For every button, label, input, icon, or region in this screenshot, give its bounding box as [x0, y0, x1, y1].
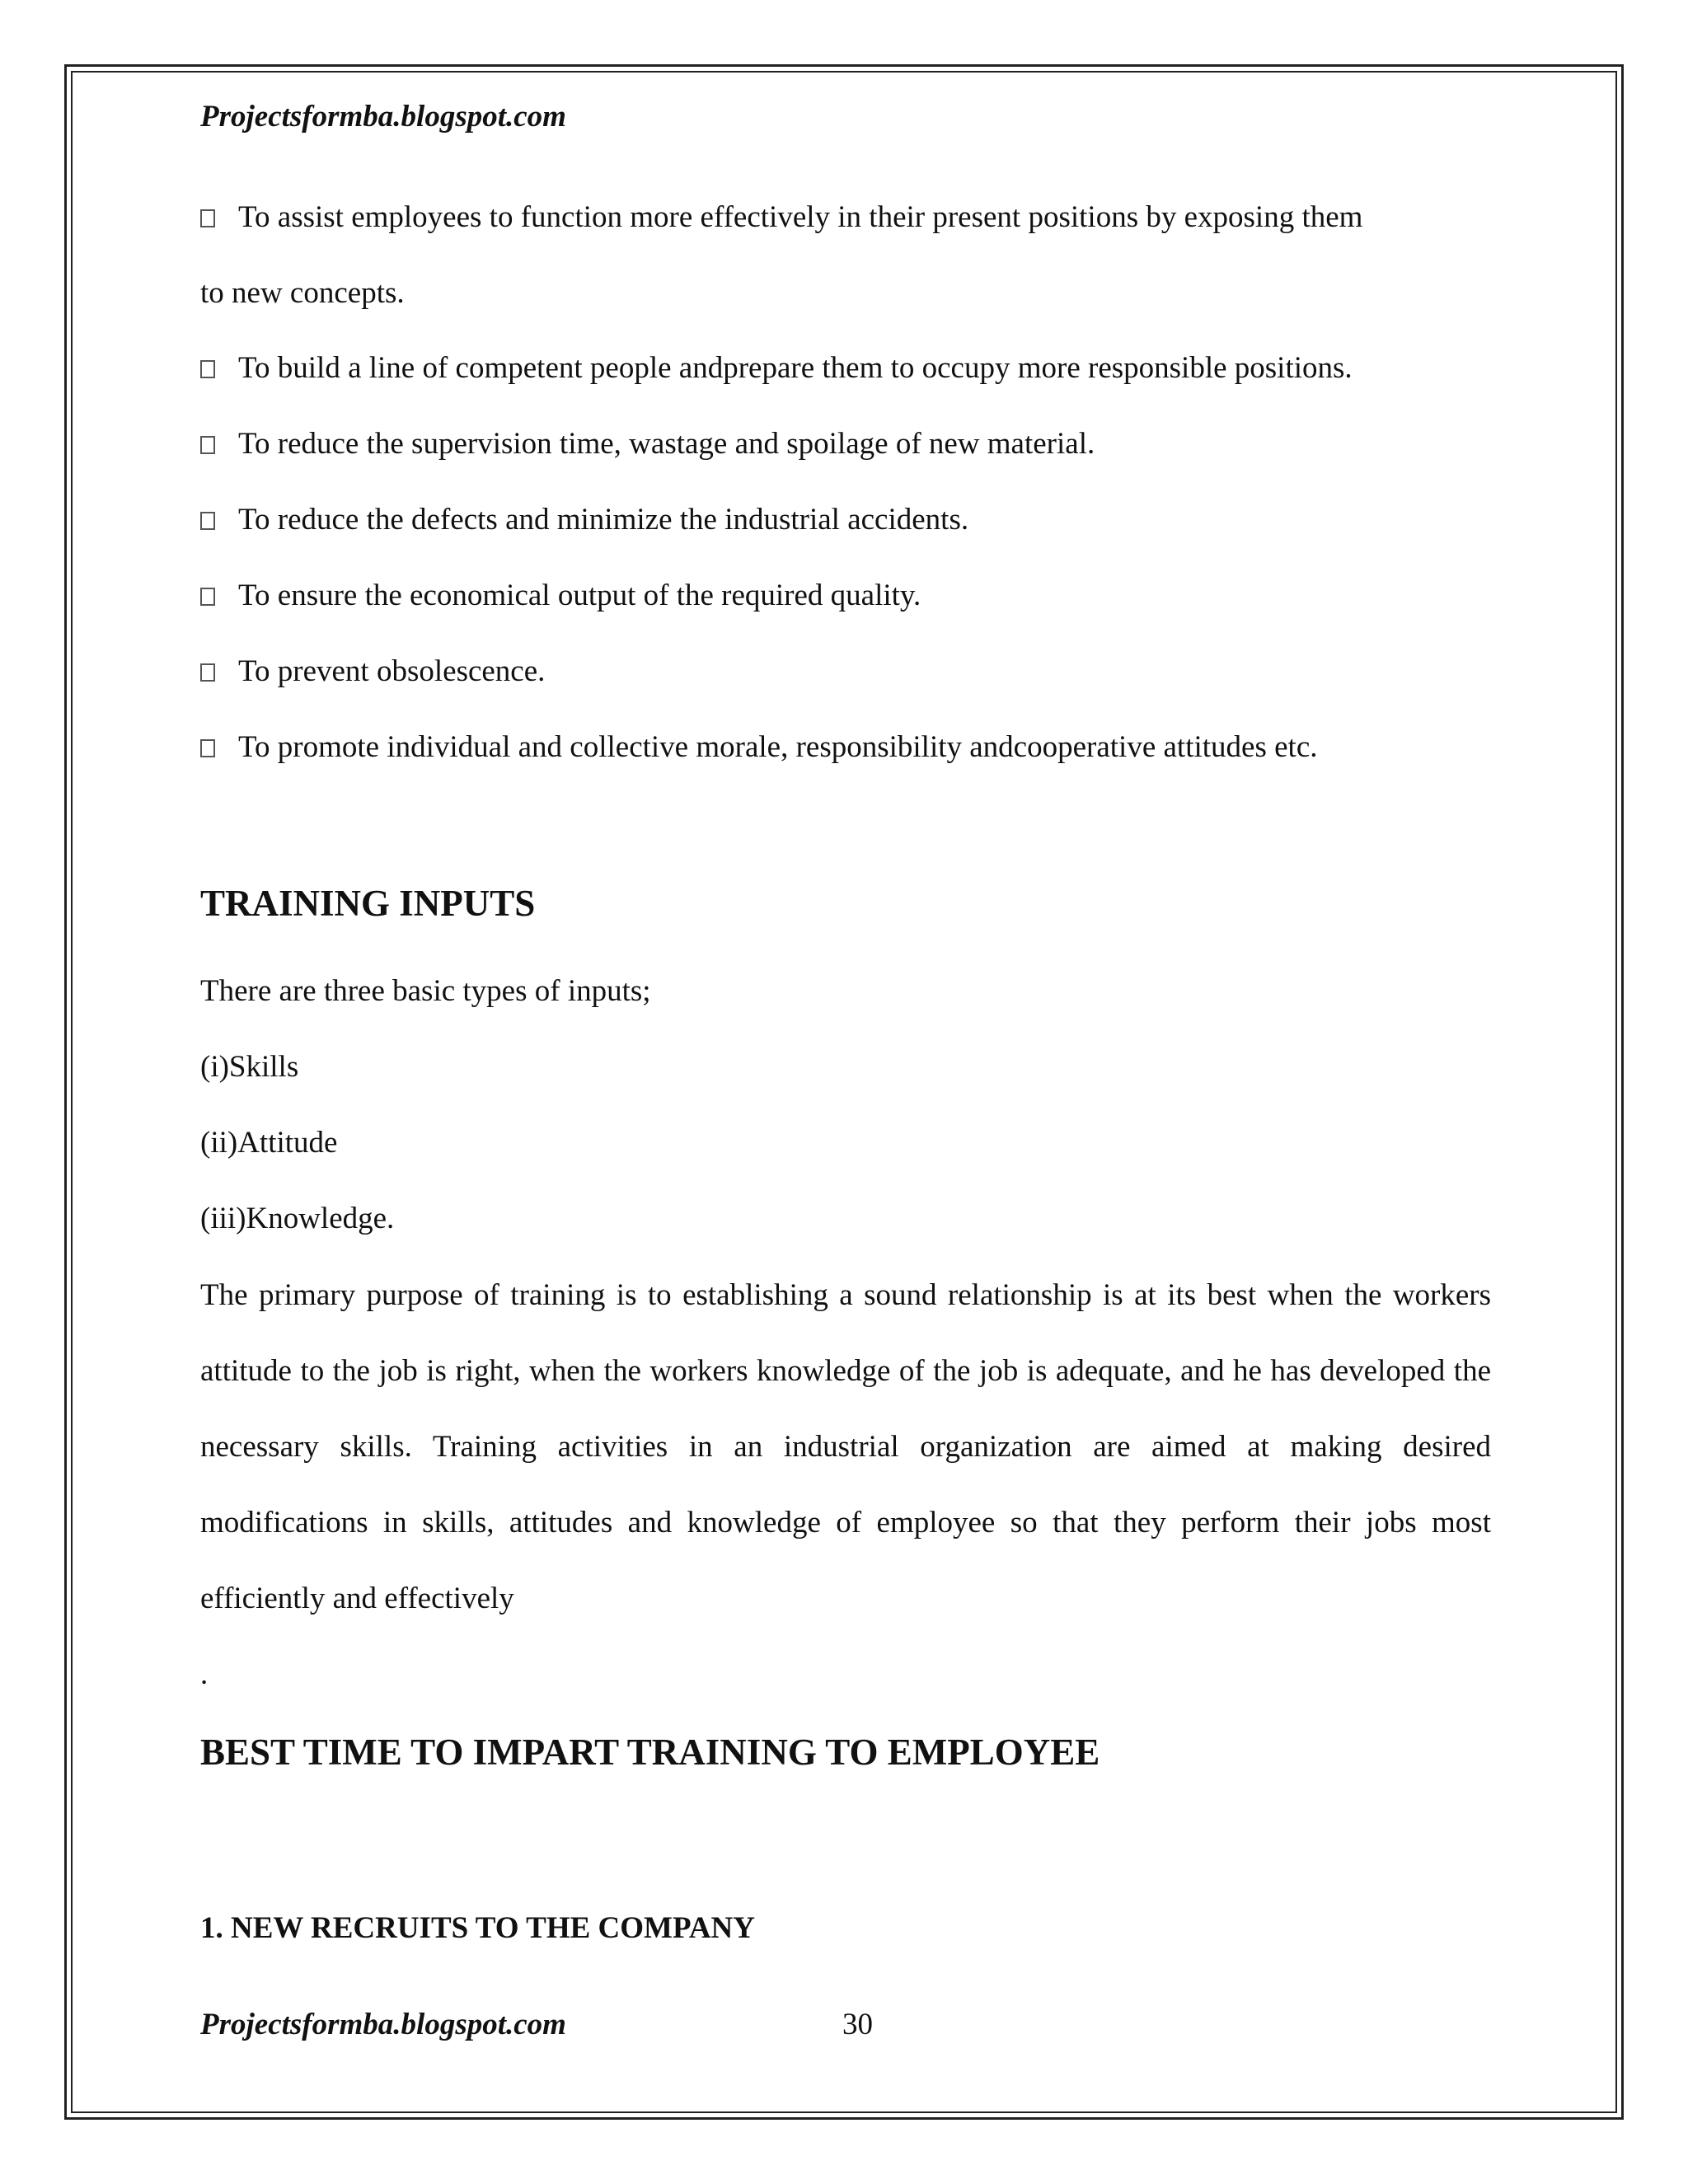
objective-item-4 [200, 502, 968, 537]
objective-item-1 [200, 180, 1491, 255]
page-footer-site: Projectsformba.blogspot.com [200, 2008, 566, 2041]
objective-item-3-text: To reduce the supervision time, wastage and spoilage of new material. [238, 427, 1095, 461]
input-type-skills: (i)Skills [200, 1050, 299, 1084]
bullet-icon [200, 588, 215, 606]
stray-period: . [200, 1657, 209, 1691]
objective-item-1-text: To assist employees to function more effectively in their present positions by exposing them [238, 200, 1363, 234]
objective-item-5-text: To ensure the economical output of the required quality. [238, 579, 921, 612]
objective-item-6 [200, 654, 545, 689]
bullet-icon [200, 209, 215, 227]
subheading-new-recruits: 1. NEW RECRUITS TO THE COMPANY [200, 1911, 755, 1945]
objective-item-5 [200, 578, 921, 613]
objective-item-7-text: To promote individual and collective morale, responsibility andcooperative attitudes etc. [238, 730, 1318, 764]
section-heading-best-time: BEST TIME TO IMPART TRAINING TO EMPLOYEE [200, 1732, 1100, 1773]
bullet-icon [200, 663, 215, 682]
bullet-icon [200, 512, 215, 530]
bullet-icon [200, 436, 215, 454]
objective-item-4-text: To reduce the defects and minimize the industrial accidents. [238, 503, 969, 537]
bullet-icon [200, 739, 215, 757]
input-type-knowledge: (iii)Knowledge. [200, 1202, 395, 1235]
objective-item-2 [200, 350, 1353, 386]
training-purpose-paragraph: The primary purpose of training is to establishing a sound relationship is at its best when the workers attitude to the job is right, when the workers knowledge of the job is adequate, and he has developed the necessary skills. Training activities in an industrial organization are aimed at making desired modifications in skills, attitudes and knowledge of employee so that they perform their jobs most efficiently and effectively [200, 1278, 1491, 1615]
objective-item-6-text: To prevent obsolescence. [238, 654, 546, 688]
bullet-icon [200, 360, 215, 378]
objective-item-1-continuation: to new concepts. [200, 276, 405, 310]
objective-item-2-text: To build a line of competent people andprepare them to occupy more responsible positions. [238, 351, 1353, 385]
objective-item-3 [200, 426, 1095, 462]
objective-item-7 [200, 729, 1318, 765]
page-number: 30 [842, 2008, 873, 2041]
page-header-site: Projectsformba.blogspot.com [200, 100, 566, 134]
training-inputs-intro: There are three basic types of inputs; [200, 974, 651, 1008]
input-type-attitude: (ii)Attitude [200, 1126, 338, 1160]
section-heading-training-inputs: TRAINING INPUTS [200, 883, 536, 924]
